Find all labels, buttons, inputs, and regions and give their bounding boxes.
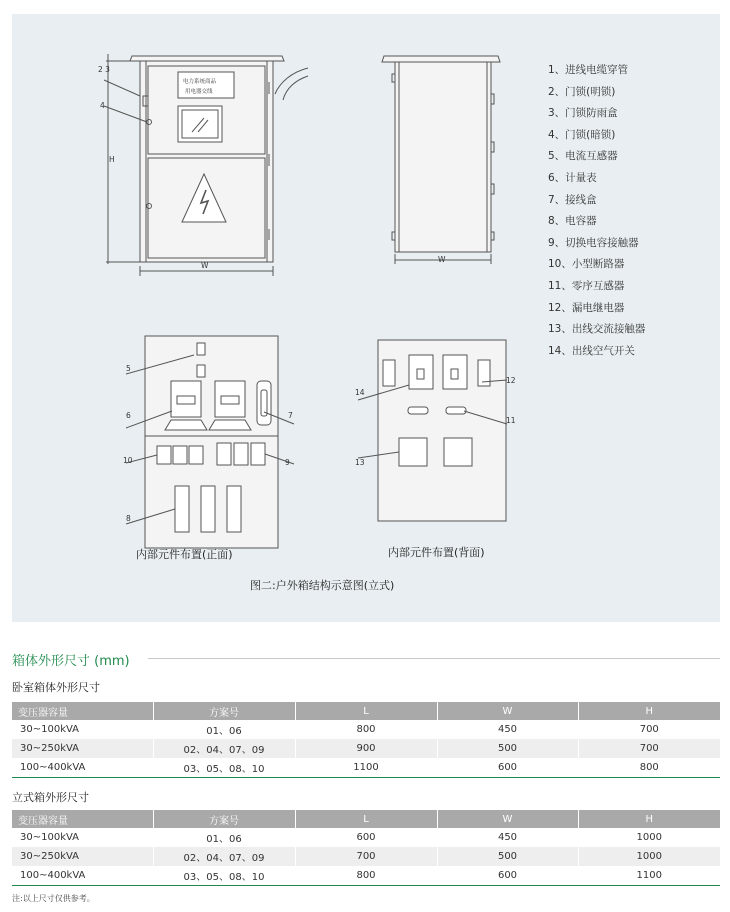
cell: 03、05、08、10 [153, 758, 295, 778]
label-5: 5 [126, 364, 131, 373]
header-scheme: 方案号 [153, 702, 295, 720]
header-w: W [437, 702, 578, 720]
legend-item: 1、进线电缆穿管 [548, 64, 629, 76]
cell: 1000 [578, 828, 720, 847]
legend-item: 9、切换电容接触器 [548, 236, 639, 249]
header-h: H [578, 810, 720, 828]
cell: 30~250kVA [12, 739, 153, 758]
label-12: 12 [506, 376, 516, 385]
table-row [12, 739, 720, 758]
inner-back-layout [358, 340, 507, 521]
label-9: 9 [285, 458, 290, 467]
cell: 800 [295, 866, 437, 886]
header-capacity: 变压器容量 [12, 702, 153, 720]
cell: 800 [578, 758, 720, 778]
cell: 500 [437, 847, 578, 866]
legend-item: 3、门锁防雨盒 [548, 107, 618, 120]
legend-item: 12、漏电继电器 [548, 301, 625, 314]
table-row [12, 847, 720, 866]
label-h: H [109, 155, 115, 164]
table2-title: 立式箱外形尺寸 [12, 791, 89, 804]
cell: 30~100kVA [20, 832, 80, 843]
table1-title: 卧室箱体外形尺寸 [12, 681, 100, 694]
table-row [12, 866, 720, 886]
cell: 1100 [295, 758, 437, 778]
figure-panel [12, 14, 720, 622]
cell: 1000 [578, 847, 720, 866]
cell: 30~250kVA [12, 847, 153, 866]
label-14: 14 [355, 388, 365, 397]
header-h: H [578, 702, 720, 720]
legend-item: 5、电流互感器 [548, 150, 618, 163]
legend-item: 8、电容器 [548, 215, 597, 228]
cell: 700 [578, 720, 720, 739]
legend-item: 13、出线交流接触器 [548, 323, 646, 336]
label-6: 6 [126, 411, 131, 420]
cell: 02、04、07、09 [153, 847, 295, 866]
cell: 02、04、07、09 [153, 739, 295, 758]
cell: 450 [437, 828, 578, 847]
cell: 01、06 [153, 828, 295, 847]
table-header-row [12, 810, 720, 828]
label-4: 4 [100, 101, 105, 110]
figure-caption: 图二:户外箱结构示意图(立式) [250, 579, 395, 592]
cell: 700 [295, 847, 437, 866]
cell: 600 [437, 758, 578, 778]
cell: 03、05、08、10 [153, 866, 295, 886]
header-l: L [295, 702, 437, 720]
label-w-front: W [201, 261, 209, 270]
legend-item: 11、零序互感器 [548, 279, 625, 292]
section-title: 箱体外形尺寸 (mm) [12, 654, 130, 669]
footnote: 注:以上尺寸仅供参考。 [12, 894, 95, 903]
cell: 700 [578, 739, 720, 758]
legend-item: 10、小型断路器 [548, 258, 625, 271]
label-7: 7 [288, 411, 293, 420]
cell: 800 [295, 720, 437, 739]
vertical-box-table [12, 810, 720, 886]
cell: 100~400kVA [12, 866, 153, 886]
front-view-cabinet [104, 54, 308, 276]
cell: 1100 [578, 866, 720, 886]
plate-line1: 电力系统商品 [183, 79, 217, 85]
legend-item: 14、出线空气开关 [548, 344, 635, 357]
cell: 500 [437, 739, 578, 758]
legend-item: 4、门锁(暗锁) [548, 128, 616, 141]
table-row [12, 720, 720, 739]
table-row [12, 828, 720, 847]
header-l: L [295, 810, 437, 828]
label-8: 8 [126, 514, 131, 523]
header-w: W [437, 810, 578, 828]
legend-item: 6、计量表 [548, 171, 597, 184]
table-header-row [12, 702, 720, 720]
caption-back: 内部元件布置(背面) [388, 546, 485, 559]
cell: 600 [437, 866, 578, 886]
horizontal-box-table [12, 702, 720, 778]
header-scheme: 方案号 [153, 810, 295, 828]
label-11: 11 [506, 416, 516, 425]
caption-front: 内部元件布置(正面) [136, 548, 233, 561]
legend-item: 2、门锁(明锁) [548, 85, 616, 98]
label-w-side: W [438, 255, 446, 264]
label-13: 13 [355, 458, 365, 467]
cell: 450 [437, 720, 578, 739]
label-2-3: 2 3 [98, 65, 110, 74]
section-divider [148, 658, 720, 659]
cell: 600 [295, 828, 437, 847]
plate-line2: 用电器交线 [185, 89, 213, 95]
table-row [12, 758, 720, 778]
component-legend [548, 60, 645, 362]
side-view-cabinet [382, 56, 500, 264]
inner-front-layout [126, 336, 294, 548]
cell: 100~400kVA [12, 758, 153, 778]
cell: 01、06 [153, 720, 295, 739]
label-10: 10 [123, 456, 133, 465]
legend-item: 7、接线盒 [548, 193, 597, 206]
cell: 30~100kVA [20, 724, 80, 735]
cell: 900 [295, 739, 437, 758]
header-capacity: 变压器容量 [12, 810, 153, 828]
